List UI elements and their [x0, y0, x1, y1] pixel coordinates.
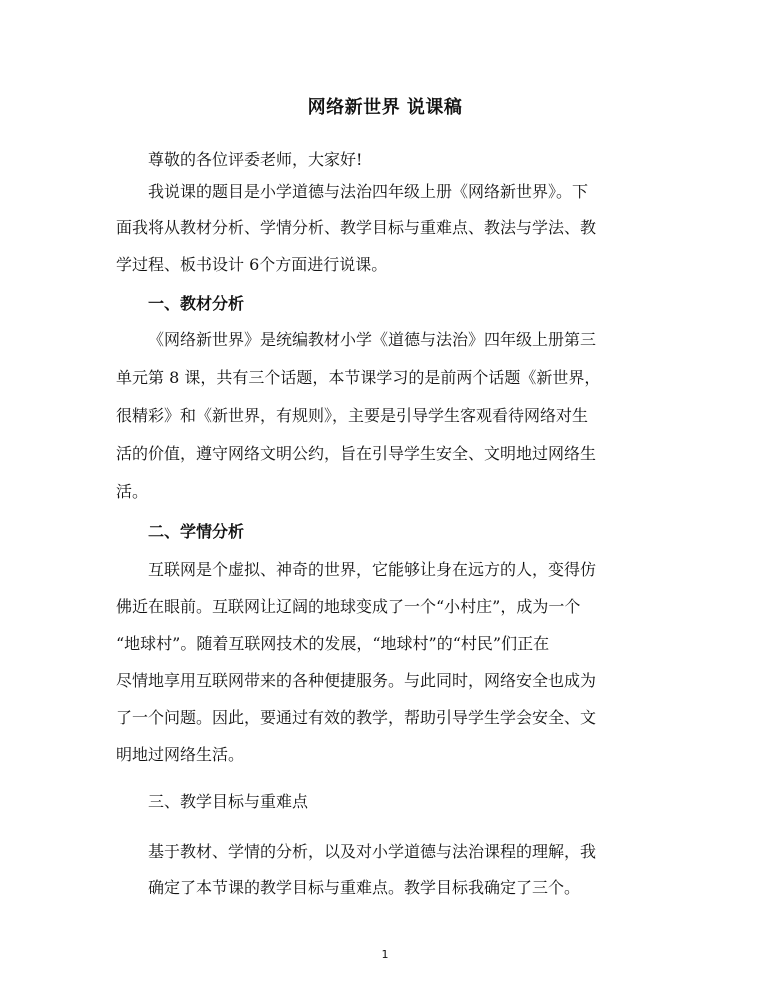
paragraph-line: 《网络新世界》是统编教材小学《道德与法治》四年级上册第三 [148, 330, 597, 349]
document-title: 网络新世界 说课稿 [307, 97, 463, 118]
paragraph-line: 了一个问题。因此，要通过有效的教学，帮助引导学生学会安全、文 [116, 708, 597, 727]
paragraph-line: “地球村”。随着互联网技术的发展，“地球村”的“村民”们正在 [116, 634, 550, 653]
paragraph-line: 单元第 8 课，共有三个话题，本节课学习的是前两个话题《新世界， [116, 368, 601, 387]
paragraph-line: 互联网是个虚拟、神奇的世界，它能够让身在远方的人，变得仿 [148, 560, 597, 579]
paragraph-line: 活。 [116, 482, 149, 501]
intro-line: 学过程、板书设计 6个方面进行说课。 [116, 255, 388, 274]
paragraph-line: 活的价值，遵守网络文明公约，旨在引导学生安全、文明地过网络生 [116, 444, 597, 463]
greeting-line: 尊敬的各位评委老师，大家好! [148, 150, 363, 169]
section-heading: 二、学情分析 [148, 522, 245, 541]
paragraph-line: 明地过网络生活。 [116, 745, 245, 764]
intro-line: 面我将从教材分析、学情分析、教学目标与重难点、教法与学法、教 [116, 218, 597, 237]
paragraph-line: 确定了本节课的教学目标与重难点。教学目标我确定了三个。 [148, 878, 581, 897]
paragraph-line: 基于教材、学情的分析，以及对小学道德与法治课程的理解，我 [148, 842, 597, 861]
page-number: 1 [381, 948, 389, 961]
intro-line: 我说课的题目是小学道德与法治四年级上册《网络新世界》。下 [148, 182, 589, 201]
paragraph-line: 很精彩》和《新世界，有规则》，主要是引导学生客观看待网络对生 [116, 406, 589, 425]
paragraph-line: 佛近在眼前。互联网让辽阔的地球变成了一个“小村庄”，成为一个 [116, 597, 581, 616]
section-heading: 一、教材分析 [148, 294, 245, 313]
paragraph-line: 尽情地享用互联网带来的各种便捷服务。与此同时，网络安全也成为 [116, 671, 597, 690]
section-heading: 三、教学目标与重难点 [148, 792, 309, 811]
